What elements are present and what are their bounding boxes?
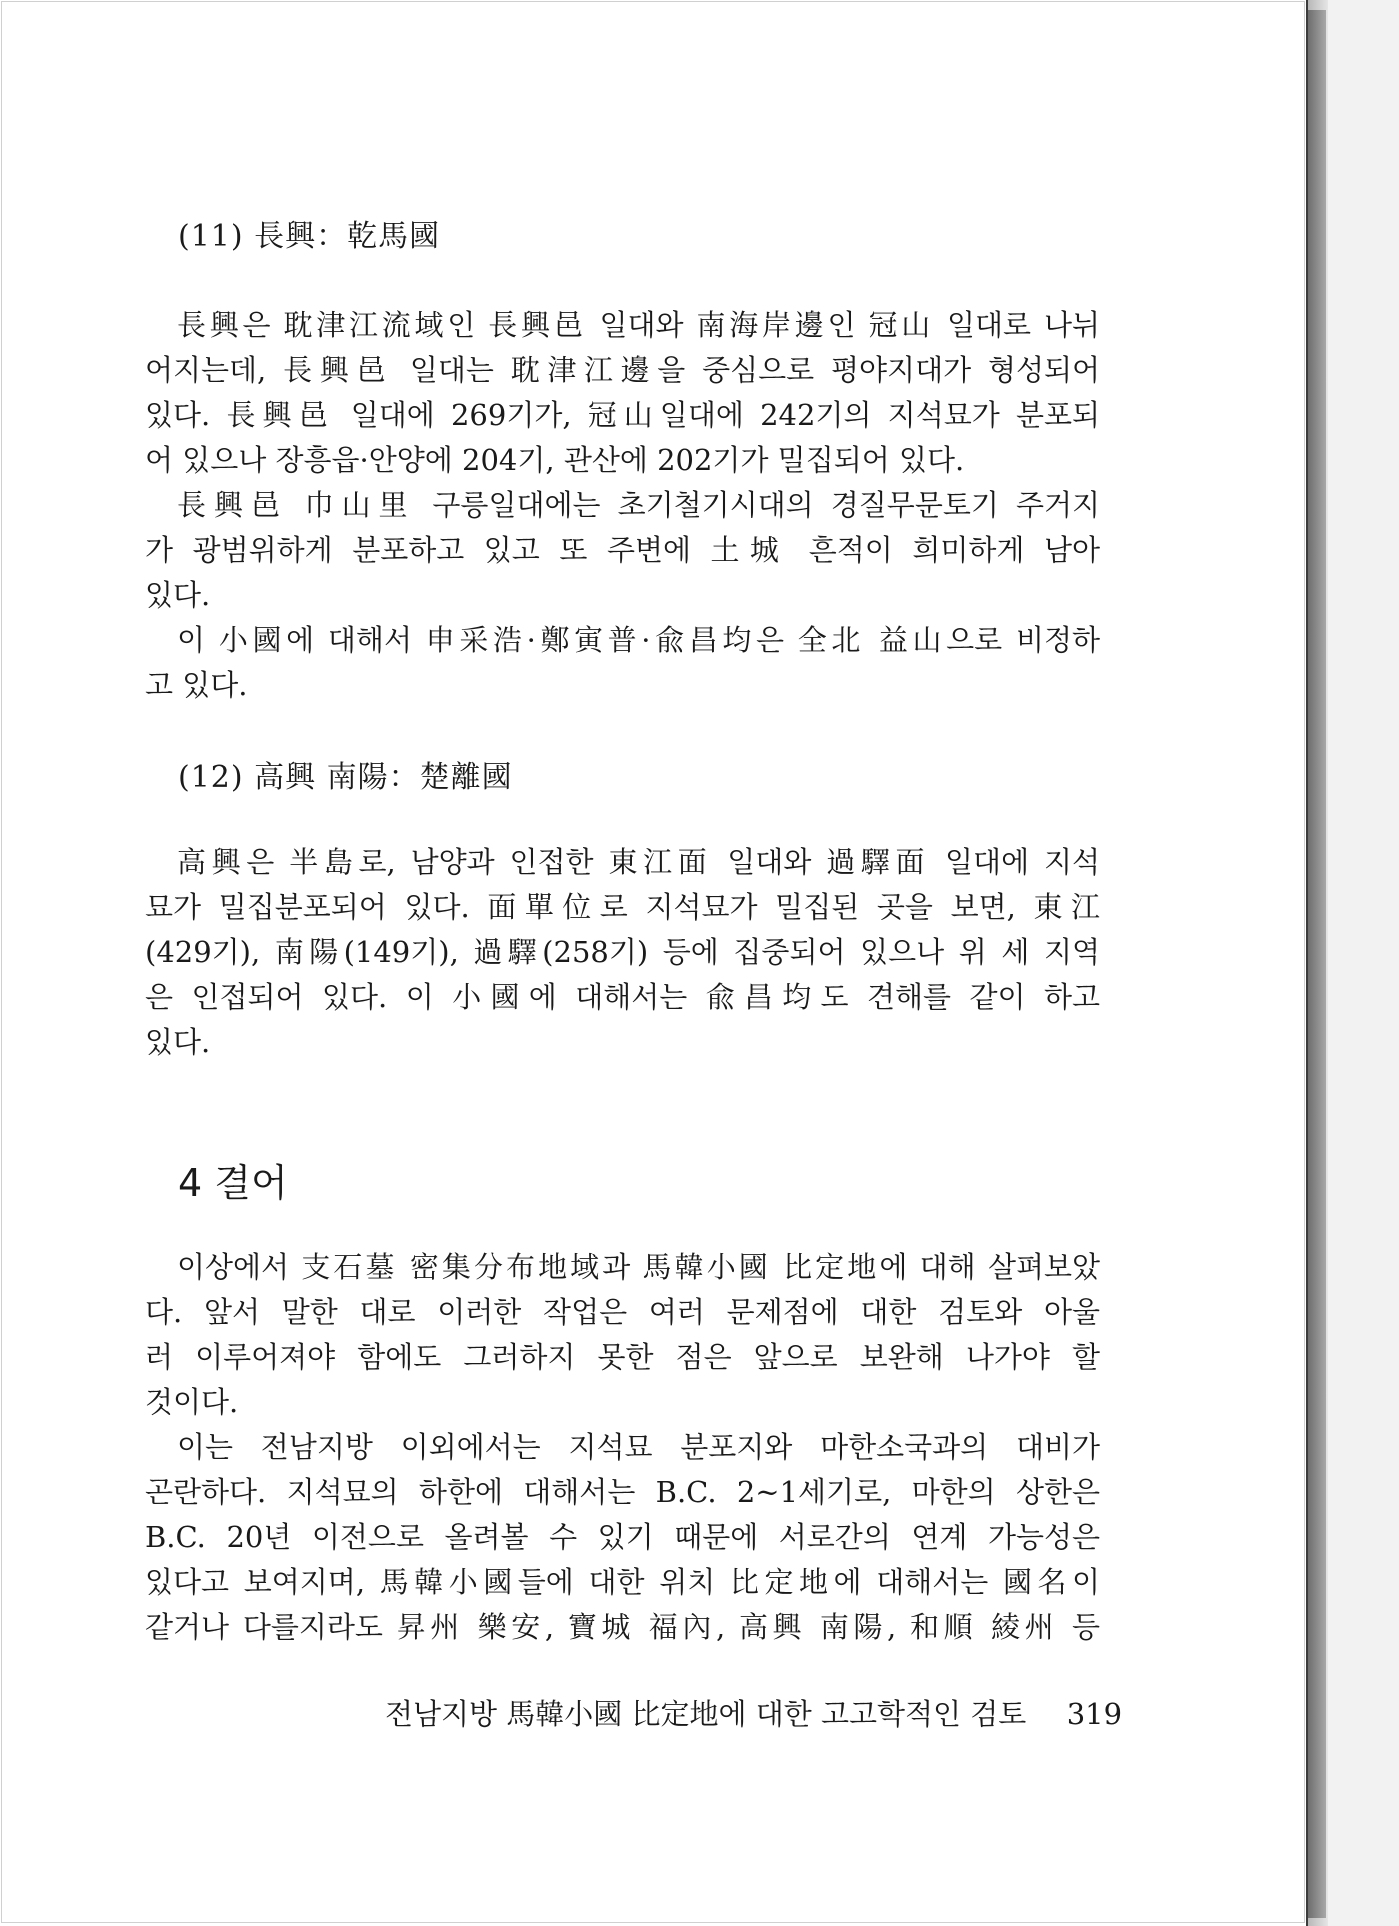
text-line: 長興邑 巾山里 구릉일대에는 초기철기시대의 경질무문토기 주거지	[177, 488, 1100, 522]
text-line: 같거나 다를지라도 昇州 樂安, 寶城 福內, 高興 南陽, 和順 綾州 등	[145, 1610, 1100, 1644]
text-line: 있다고 보여지며, 馬韓小國들에 대한 위치 比定地에 대해서는 國名이	[145, 1565, 1100, 1599]
text-line: 가 광범위하게 분포하고 있고 또 주변에 土城 흔적이 희미하게 남아	[145, 533, 1100, 567]
text-line: 러 이루어져야 함에도 그러하지 못한 점은 앞으로 보완해 나가야 할	[145, 1340, 1100, 1374]
text-line: 어 있으나 장흥읍·안양에 204기, 관산에 202기가 밀집되어 있다.	[145, 443, 965, 477]
text-line: 고 있다.	[145, 668, 248, 702]
text-line: 것이다.	[145, 1385, 239, 1419]
section-4-heading: 4 결어	[178, 1161, 288, 1205]
section-4-body	[145, 1245, 1100, 1650]
section-11-heading: (11) 長興：乾馬國	[178, 219, 441, 254]
text-line: 묘가 밀집분포되어 있다. 面單位로 지석묘가 밀집된 곳을 보면, 東江	[145, 890, 1100, 924]
page-edge	[1306, 10, 1326, 1918]
running-footer	[385, 1692, 1123, 1733]
text-line: 있다.	[145, 1025, 211, 1059]
section-12-heading: (12) 高興 南陽：楚離國	[178, 760, 513, 795]
text-line: 어지는데, 長興邑 일대는 耽津江邊을 중심으로 평야지대가 형성되어	[145, 353, 1100, 387]
section-11-body	[145, 303, 1100, 708]
text-line: 곤란하다. 지석묘의 하한에 대해서는 B.C. 2~1세기로, 마한의 상한은	[145, 1475, 1100, 1509]
text-line: (429기), 南陽(149기), 過驛(258기) 등에 집중되어 있으나 위 세 지역	[145, 935, 1100, 969]
text-line: 長興은 耽津江流域인 長興邑 일대와 南海岸邊인 冠山 일대로 나뉘	[177, 308, 1100, 342]
text-line: 있다. 長興邑 일대에 269기가, 冠山일대에 242기의 지석묘가 분포되	[145, 398, 1100, 432]
text-line: 이는 전남지방 이외에서는 지석묘 분포지와 마한소국과의 대비가	[177, 1430, 1100, 1464]
text-line: B.C. 20년 이전으로 올려볼 수 있기 때문에 서로간의 연계 가능성은	[145, 1520, 1100, 1554]
text-line: 은 인접되어 있다. 이 小國에 대해서는 兪昌均도 견해를 같이 하고	[145, 980, 1100, 1014]
section-12-body	[145, 840, 1100, 1065]
text-line: 이 小國에 대해서 申采浩·鄭寅普·兪昌均은 全北 益山으로 비정하	[177, 623, 1100, 657]
text-line: 高興은 半島로, 남양과 인접한 東江面 일대와 過驛面 일대에 지석	[177, 845, 1100, 879]
text-line: 있다.	[145, 578, 211, 612]
running-title: 전남지방 馬韓小國 比定地에 대한 고고학적인 검토	[385, 1697, 1027, 1731]
text-line: 이상에서 支石墓 密集分布地域과 馬韓小國 比定地에 대해 살펴보았	[177, 1250, 1100, 1284]
page-number: 319	[1066, 1697, 1123, 1731]
text-line: 다. 앞서 말한 대로 이러한 작업은 여러 문제점에 대한 검토와 아울	[145, 1295, 1100, 1329]
